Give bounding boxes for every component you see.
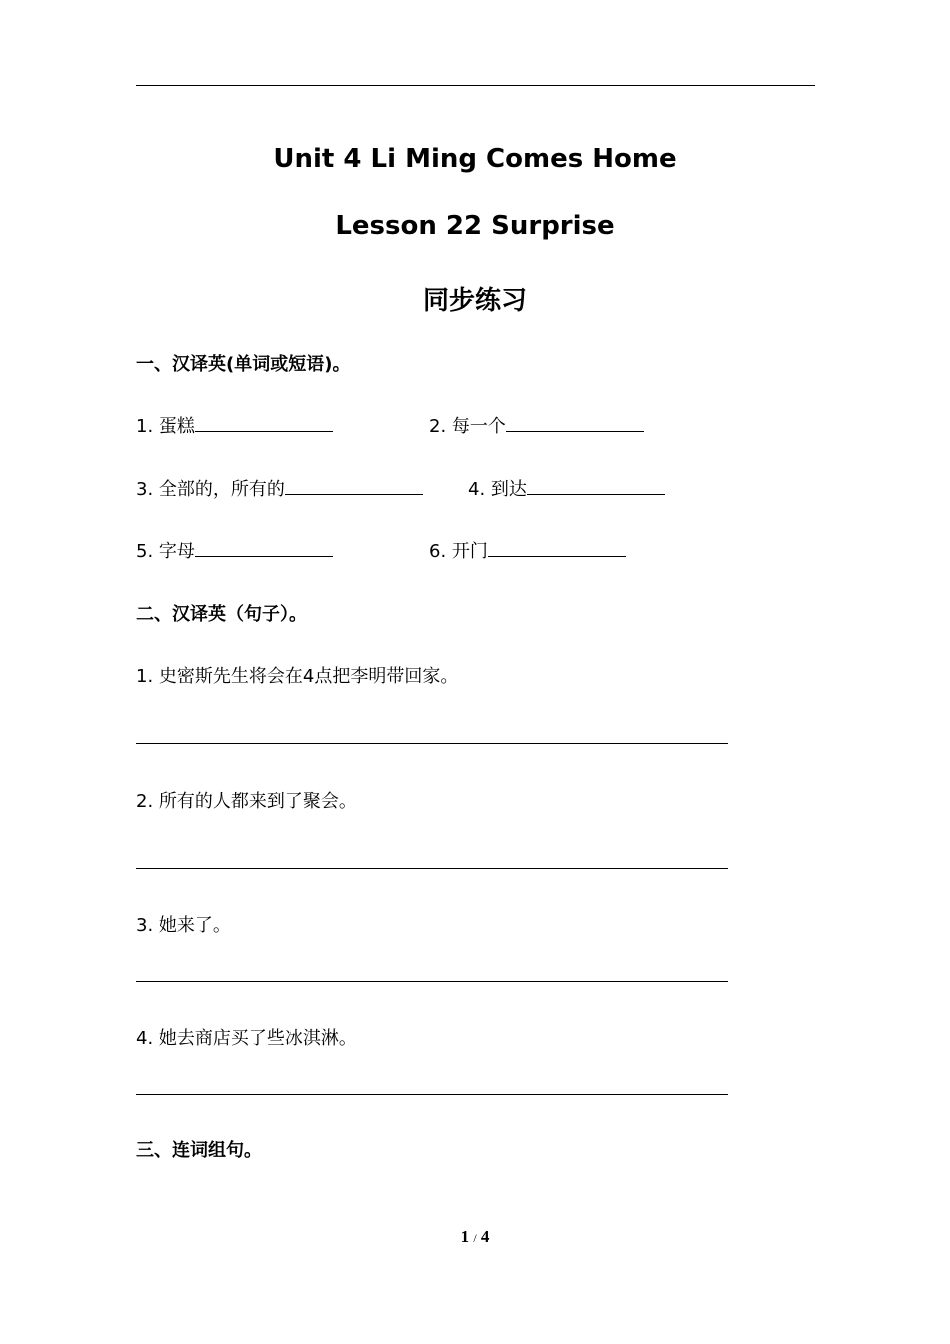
vocab-item-1 [136,412,333,438]
page-separator: / [473,1231,477,1245]
vocab-item-3-blank[interactable] [285,476,423,495]
sentence-2-answer-line[interactable] [136,868,728,869]
vocab-item-3-label: 3. 全部的，所有的 [136,479,285,500]
sentence-1-answer-line[interactable] [136,743,728,744]
page-total: 4 [480,1227,490,1246]
title-practice: 同步练习 [422,286,527,316]
page-number [0,1227,950,1247]
section-2-heading: 二、汉译英（句子）。 [136,604,307,625]
sentence-item-3: 3. 她来了。 [136,915,231,936]
sentence-item-1: 1. 史密斯先生将会在4点把李明带回家。 [136,666,459,687]
page-current: 1 [460,1227,470,1246]
header-rule [136,85,815,86]
section-1-heading: 一、汉译英(单词或短语)。 [136,354,351,375]
vocab-item-2-blank[interactable] [506,413,644,432]
sentence-4-answer-line[interactable] [136,1094,728,1095]
vocab-item-4 [468,475,665,501]
vocab-item-2 [429,412,644,438]
vocab-item-6-label: 6. 开门 [429,541,488,562]
vocab-item-5-label: 5. 字母 [136,541,195,562]
vocab-item-1-blank[interactable] [195,413,333,432]
sentence-item-4: 4. 她去商店买了些冰淇淋。 [136,1028,357,1049]
vocab-item-4-blank[interactable] [527,476,665,495]
vocab-item-3 [136,475,423,501]
vocab-item-6 [429,537,626,563]
vocab-item-5 [136,537,333,563]
sentence-item-2: 2. 所有的人都来到了聚会。 [136,791,357,812]
section-3-heading: 三、连词组句。 [136,1140,262,1161]
title-lesson: Lesson 22 Surprise [335,211,615,241]
vocab-item-5-blank[interactable] [195,538,333,557]
sentence-3-answer-line[interactable] [136,981,728,982]
vocab-item-6-blank[interactable] [488,538,626,557]
vocab-item-1-label: 1. 蛋糕 [136,416,195,437]
vocab-item-2-label: 2. 每一个 [429,416,506,437]
vocab-item-4-label: 4. 到达 [468,479,527,500]
title-unit: Unit 4 Li Ming Comes Home [273,144,677,174]
